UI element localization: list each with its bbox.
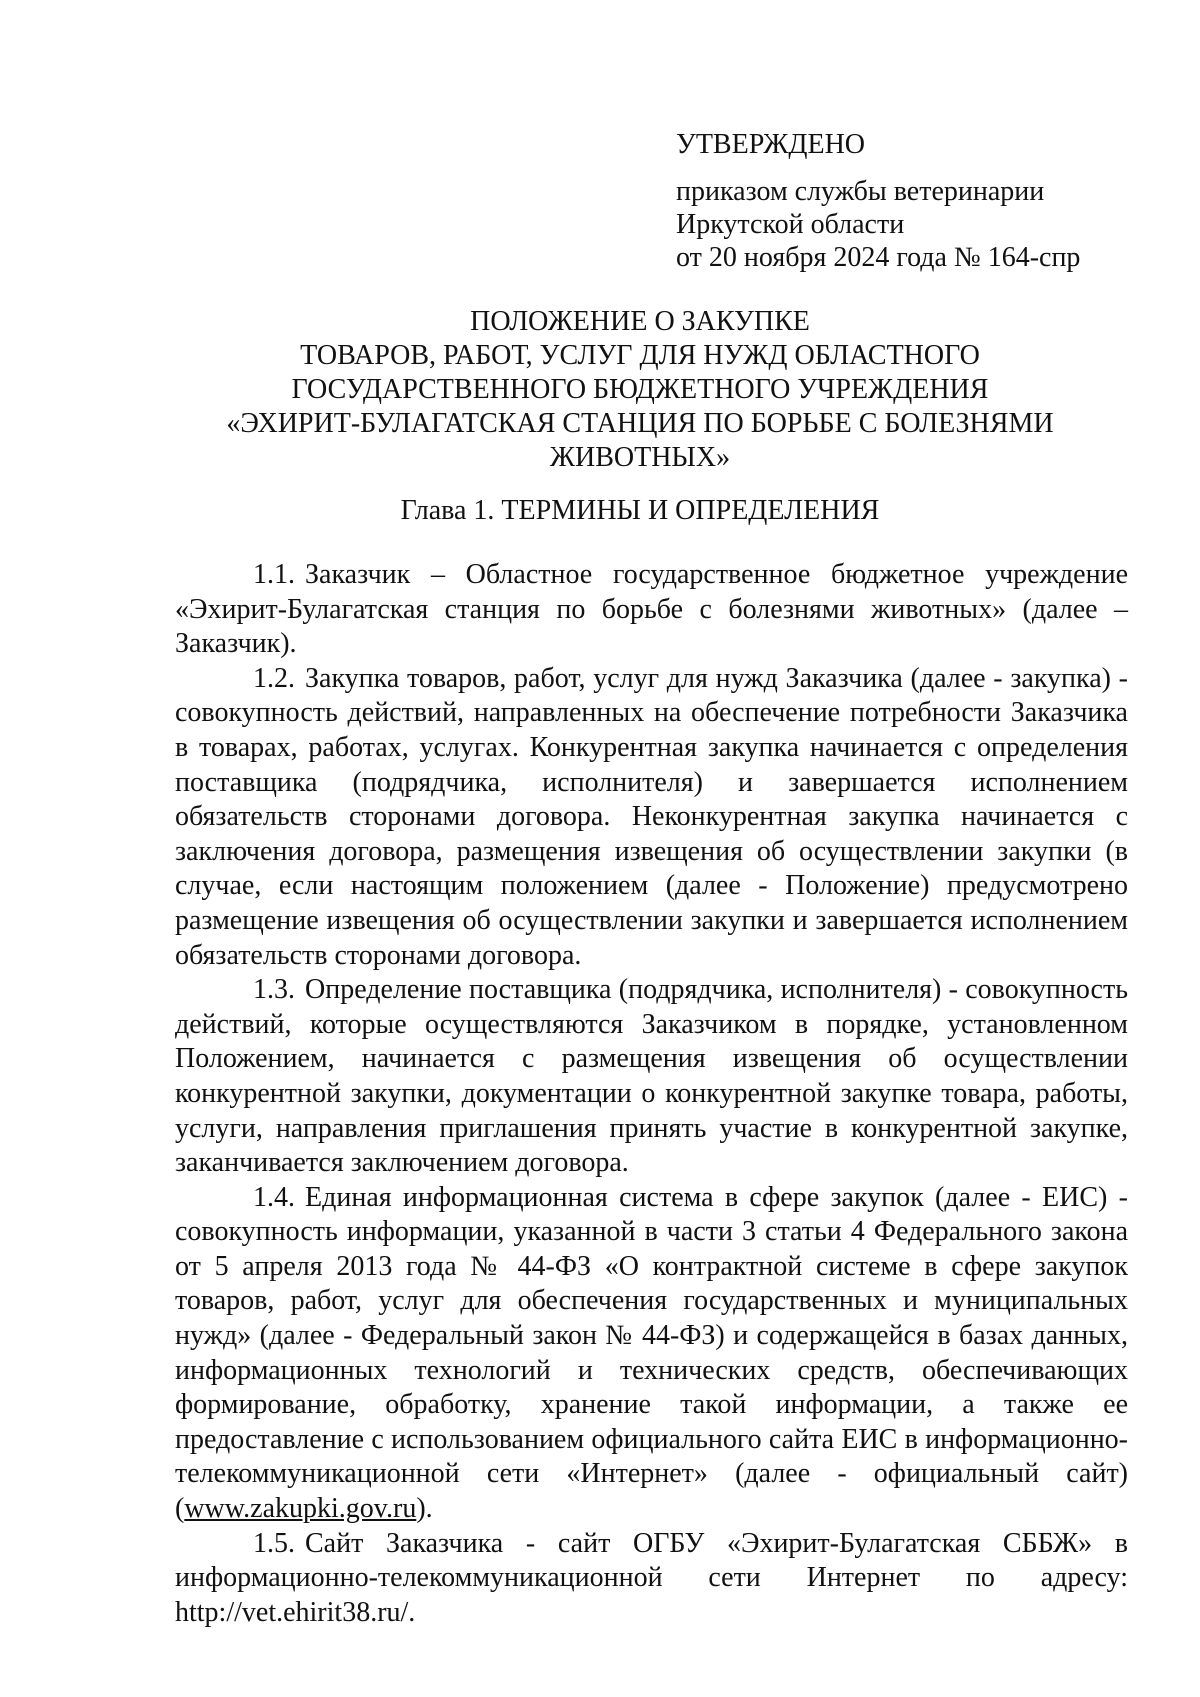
title-line: ЖИВОТНЫХ» [549,442,731,473]
clause-text: Сайт Заказчика - сайт ОГБУ «Эхирит-Булагатская СББЖ» в информационно-телекоммуникационной сети Интернет по адресу: http://vet.ehirit38.ru/. [175,1527,1128,1628]
clause-1-1 [175,558,1128,662]
title-line: ПОЛОЖЕНИЕ О ЗАКУПКЕ [470,306,810,337]
approval-line: от 20 ноября 2024 года № 164-спр [676,242,1081,273]
clause-1-4 [175,1181,1128,1527]
clause-text: Единая информационная система в сфере закупок (далее - ЕИС) - совокупность информации, указанной в части 3 статьи 4 Федерального закона от 5 апреля 2013 года № 44-ФЗ «О контрактной системе в сфере закупок товаров, работ, услуг для обеспечения государственных и муниципальных нужд» (далее - Федеральный закон № 44-ФЗ) и содержащейся в базах данных, информационных технологий и технических средств, обеспечивающих формирование, обработку, хранение такой информации, а также ее предоставление с использованием официального сайта ЕИС в информационно-телекоммуникационной сети «Интернет» (далее - официальный сайт) ( [175,1181,1128,1525]
approval-heading: УТВЕРЖДЕНО [676,129,866,160]
clause-text-tail: ). [416,1493,433,1525]
document-body [175,558,1128,1630]
clause-number: 1.1. [253,559,295,590]
clause-1-3 [175,973,1128,1181]
approval-stamp [676,128,1156,274]
clause-number: 1.4. [253,1181,295,1213]
document-title [160,305,1120,475]
title-line: «ЭХИРИТ-БУЛАГАТСКАЯ СТАНЦИЯ ПО БОРЬБЕ С БОЛЕЗНЯМИ [226,408,1054,439]
clause-1-5 [175,1527,1128,1631]
chapter-heading: Глава 1. ТЕРМИНЫ И ОПРЕДЕЛЕНИЯ [400,495,880,526]
title-line: ГОСУДАРСТВЕННОГО БЮДЖЕТНОГО УЧРЕЖДЕНИЯ [291,374,989,405]
title-line: ТОВАРОВ, РАБОТ, УСЛУГ ДЛЯ НУЖД ОБЛАСТНОГО [300,340,980,371]
zakupki-link[interactable]: www.zakupki.gov.ru [184,1493,417,1525]
approval-line: приказом службы ветеринарии [676,176,1045,207]
clause-text: Заказчик – Областное государственное бюджетное учреждение «Эхирит-Булагатская станция по борьбе с болезнями животных» (далее – Заказчик). [175,559,1128,660]
clause-text: Закупка товаров, работ, услуг для нужд Заказчика (далее - закупка) - совокупность действий, направленных на обеспечение потребности Заказчика в товарах, работах, услугах. Конкурентная закупка начинается с определения поставщика (подрядчика, исполнителя) и завершается исполнением обязательств сторонами договора. Неконкурентная закупка начинается с заключения договора, размещения извещения об осуществлении закупки (в случае, если настоящим положением (далее - Положение) предусмотрено размещение извещения об осуществлении закупки и завершается исполнением обязательств сторонами договора. [175,662,1128,971]
clause-number: 1.5. [253,1527,295,1559]
clause-text: Определение поставщика (подрядчика, исполнителя) - совокупность действий, которые осуществляются Заказчиком в порядке, установленном Положением, начинается с размещения извещения об осуществлении конкурентной закупки, документации о конкурентной закупке товара, работы, услуги, направления приглашения принять участие в конкурентной закупке, заканчивается заключением договора. [175,974,1128,1179]
clause-number: 1.2. [253,662,295,694]
clause-1-2 [175,662,1128,973]
approval-line: Иркутской области [676,209,905,240]
clause-number: 1.3. [253,974,295,1006]
